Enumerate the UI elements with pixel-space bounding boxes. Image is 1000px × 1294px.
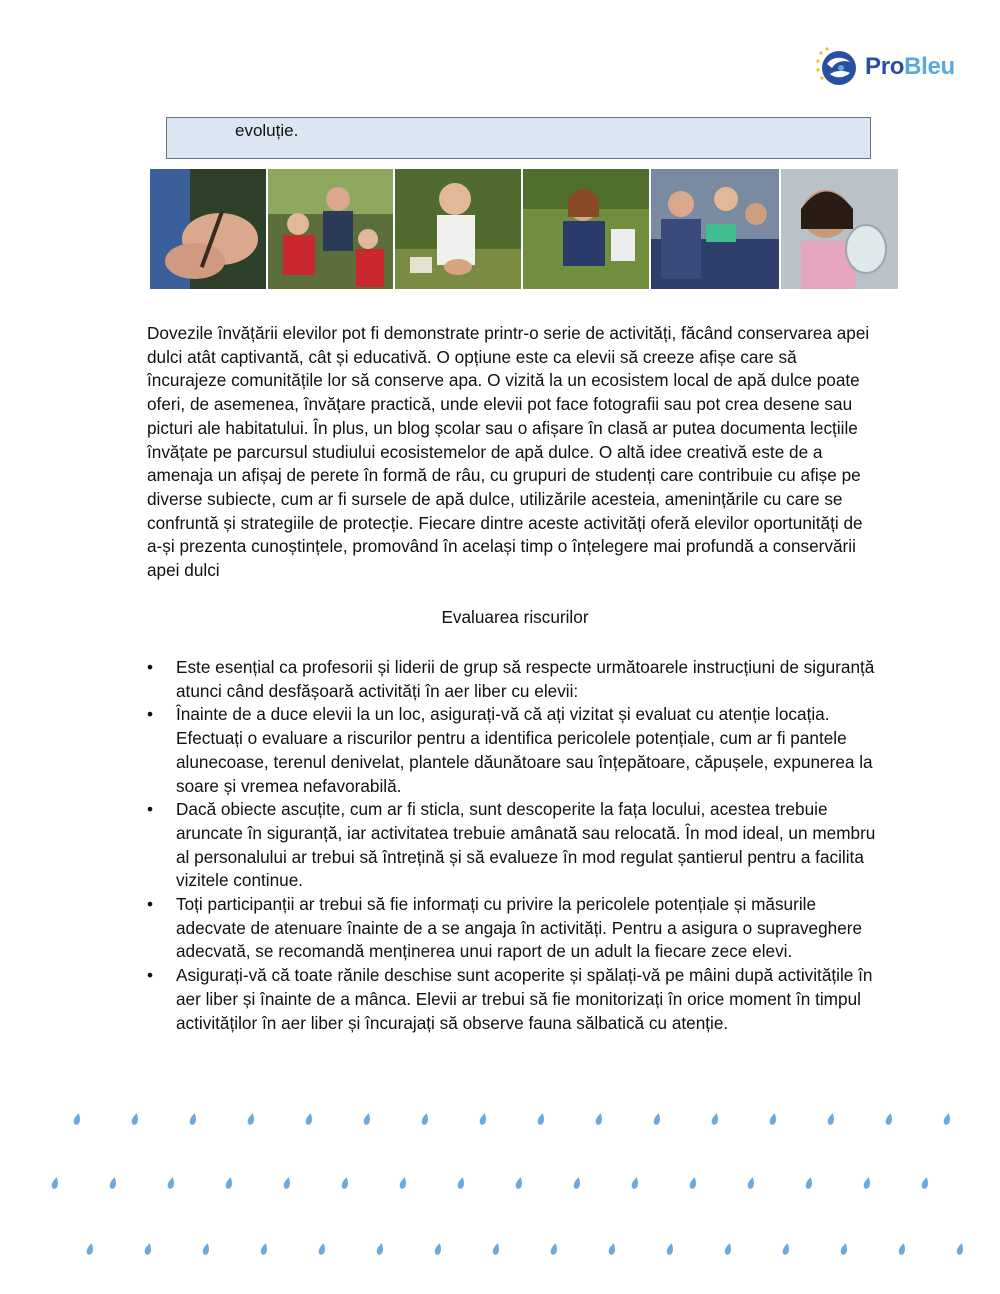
bullet-icon: • (147, 799, 154, 820)
water-drop-icon (457, 1176, 466, 1189)
water-drop-icon (550, 1242, 559, 1255)
water-drop-icon (144, 1242, 153, 1255)
water-drop-icon (131, 1112, 140, 1125)
probleu-logo (814, 44, 955, 90)
water-drop-icon (479, 1112, 488, 1125)
probleu-wordmark (865, 53, 955, 81)
bullet-text: Este esențial ca profesorii și liderii de grup să respecte următoarele instrucțiuni de siguranță atunci când desfășoară activități în aer liber cu elevii: (176, 657, 875, 701)
callout-text: evoluție. (235, 121, 299, 140)
water-drop-icon (225, 1176, 234, 1189)
water-drop-icon (805, 1176, 814, 1189)
water-drop-icon (689, 1176, 698, 1189)
bullet-text: Dacă obiecte ascuțite, cum ar fi sticla, sunt descoperite la fața locului, acestea trebuie aruncate în siguranță, iar activitatea trebuie amânată sau relocată. În mod ideal, un membru al personalului ar trebui să întrețină și să evalueze în mod regulat șantierul pentru a facilita vizitele continue. (176, 799, 876, 891)
water-drop-icon (305, 1112, 314, 1125)
water-drop-icon (769, 1112, 778, 1125)
water-drop-icon (898, 1242, 907, 1255)
water-drop-icon (109, 1176, 118, 1189)
risk-bullet-list (147, 656, 887, 1035)
water-drop-icon (341, 1176, 350, 1189)
bullet-text: Toți participanții ar trebui să fie informați cu privire la pericolele potențiale și măsurile adecvate de atenuare înainte de a se angaja în activități. Pentru a asigura o supraveghere adecvată, se recomandă menținerea unui raport de un adult la fiecare zece elevi. (176, 894, 863, 962)
photo-girl-holding-jar (781, 169, 898, 289)
list-item (147, 656, 887, 703)
water-drop-icon (885, 1112, 894, 1125)
bullet-icon: • (147, 965, 154, 986)
water-drop-icon (724, 1242, 733, 1255)
water-drop-icon (515, 1176, 524, 1189)
water-drop-icon (782, 1242, 791, 1255)
water-drop-icon (202, 1242, 211, 1255)
photo-woman-smiling-in-meadow (523, 169, 649, 289)
photo-strip (150, 169, 898, 289)
photo-group-looking-at-container (651, 169, 779, 289)
water-drop-icon (434, 1242, 443, 1255)
water-drop-icon (376, 1242, 385, 1255)
water-drop-icon (608, 1242, 617, 1255)
body-paragraph: Dovezile învățării elevilor pot fi demonstrate printr-o serie de activități, făcând conservarea apei dulci atât captivantă, cât și educativă. O opțiune este ca elevii să creeze afișe care să încurajeze comunitățile lor să conserve apa. O vizită la un ecosistem local de apă dulce poate oferi, de asemenea, învățare practică, unde elevii pot face fotografii sau pot crea desene sau picturi ale habitatului. În plus, un blog școlar sau o afișare în clasă ar putea documenta lecțiile învățate pe parcursul studiului ecosistemelor de apă dulce. O altă idee creativă este de a amenaja un afișaj de perete în formă de râu, cu grupuri de studenți care contribuie cu afișe pe diverse subiecte, cum ar fi sursele de apă dulce, utilizările acesteia, amenințările cu care se confruntă și strategiile de protecție. Fiecare dintre aceste activități oferă elevilor oportunități de a-și prezenta cunoștințele, promovând în același timp o înțelegere mai profundă a conservării apei dulci (147, 323, 870, 581)
water-drop-icon (318, 1242, 327, 1255)
water-drop-icon (399, 1176, 408, 1189)
water-drop-icon (167, 1176, 176, 1189)
water-drop-icon (840, 1242, 849, 1255)
bullet-icon: • (147, 657, 154, 677)
water-drop-icon (747, 1176, 756, 1189)
water-drop-icon (827, 1112, 836, 1125)
bullet-text: Înainte de a duce elevii la un loc, asigurați-vă că ați vizitat și evaluat cu atenție locația. Efectuați o evaluare a riscurilor pentru a identifica pericolele potențiale, cum ar fi pantele alunecoase, terenul denivelat, plantele dăunătoare sau înțepătoare, căpușele, expunerea la soare și vremea nefavorabilă. (176, 704, 873, 796)
list-item (147, 798, 887, 893)
bullet-icon: • (147, 894, 154, 915)
photo-boy-holding-specimen (395, 169, 521, 289)
callout-box (166, 117, 871, 159)
logo-text-bleu: Bleu (904, 53, 955, 80)
list-item (147, 964, 887, 1035)
water-drop-icon (943, 1112, 952, 1125)
water-drop-icon (283, 1176, 292, 1189)
water-drop-icon (260, 1242, 269, 1255)
water-drop-icon (573, 1176, 582, 1189)
water-drop-icon (492, 1242, 501, 1255)
water-drop-icon (921, 1176, 930, 1189)
section-title: Evaluarea riscurilor (441, 607, 589, 627)
water-drop-icon (666, 1242, 675, 1255)
list-item (147, 893, 887, 964)
water-drop-icon (956, 1242, 965, 1255)
photo-hands-holding-creature (150, 169, 266, 289)
water-drop-icon (631, 1176, 640, 1189)
bullet-text: Asigurați-vă că toate rănile deschise sunt acoperite și spălați-vă pe mâini după activitățile în aer liber și înainte de a mânca. Elevii ar trebui să fie monitorizați în orice moment în timpul activităților în aer liber și încurajați să observe fauna sălbatică cu atenție. (176, 965, 873, 1033)
water-drop-icon (711, 1112, 720, 1125)
water-drop-icon (247, 1112, 256, 1125)
probleu-emblem-icon (814, 44, 860, 90)
water-drop-icon (73, 1112, 82, 1125)
list-item (147, 703, 887, 798)
water-drop-icon (537, 1112, 546, 1125)
water-drop-icon (86, 1242, 95, 1255)
water-drop-icon (363, 1112, 372, 1125)
photo-children-kneeling-in-forest (268, 169, 393, 289)
water-drop-pattern (0, 1100, 1000, 1294)
bullet-icon: • (147, 704, 154, 725)
water-drop-icon (863, 1176, 872, 1189)
water-drop-icon (595, 1112, 604, 1125)
water-drop-icon (653, 1112, 662, 1125)
water-drop-icon (189, 1112, 198, 1125)
logo-text-pro: Pro (865, 53, 905, 80)
water-drop-icon (421, 1112, 430, 1125)
water-drop-icon (51, 1176, 60, 1189)
